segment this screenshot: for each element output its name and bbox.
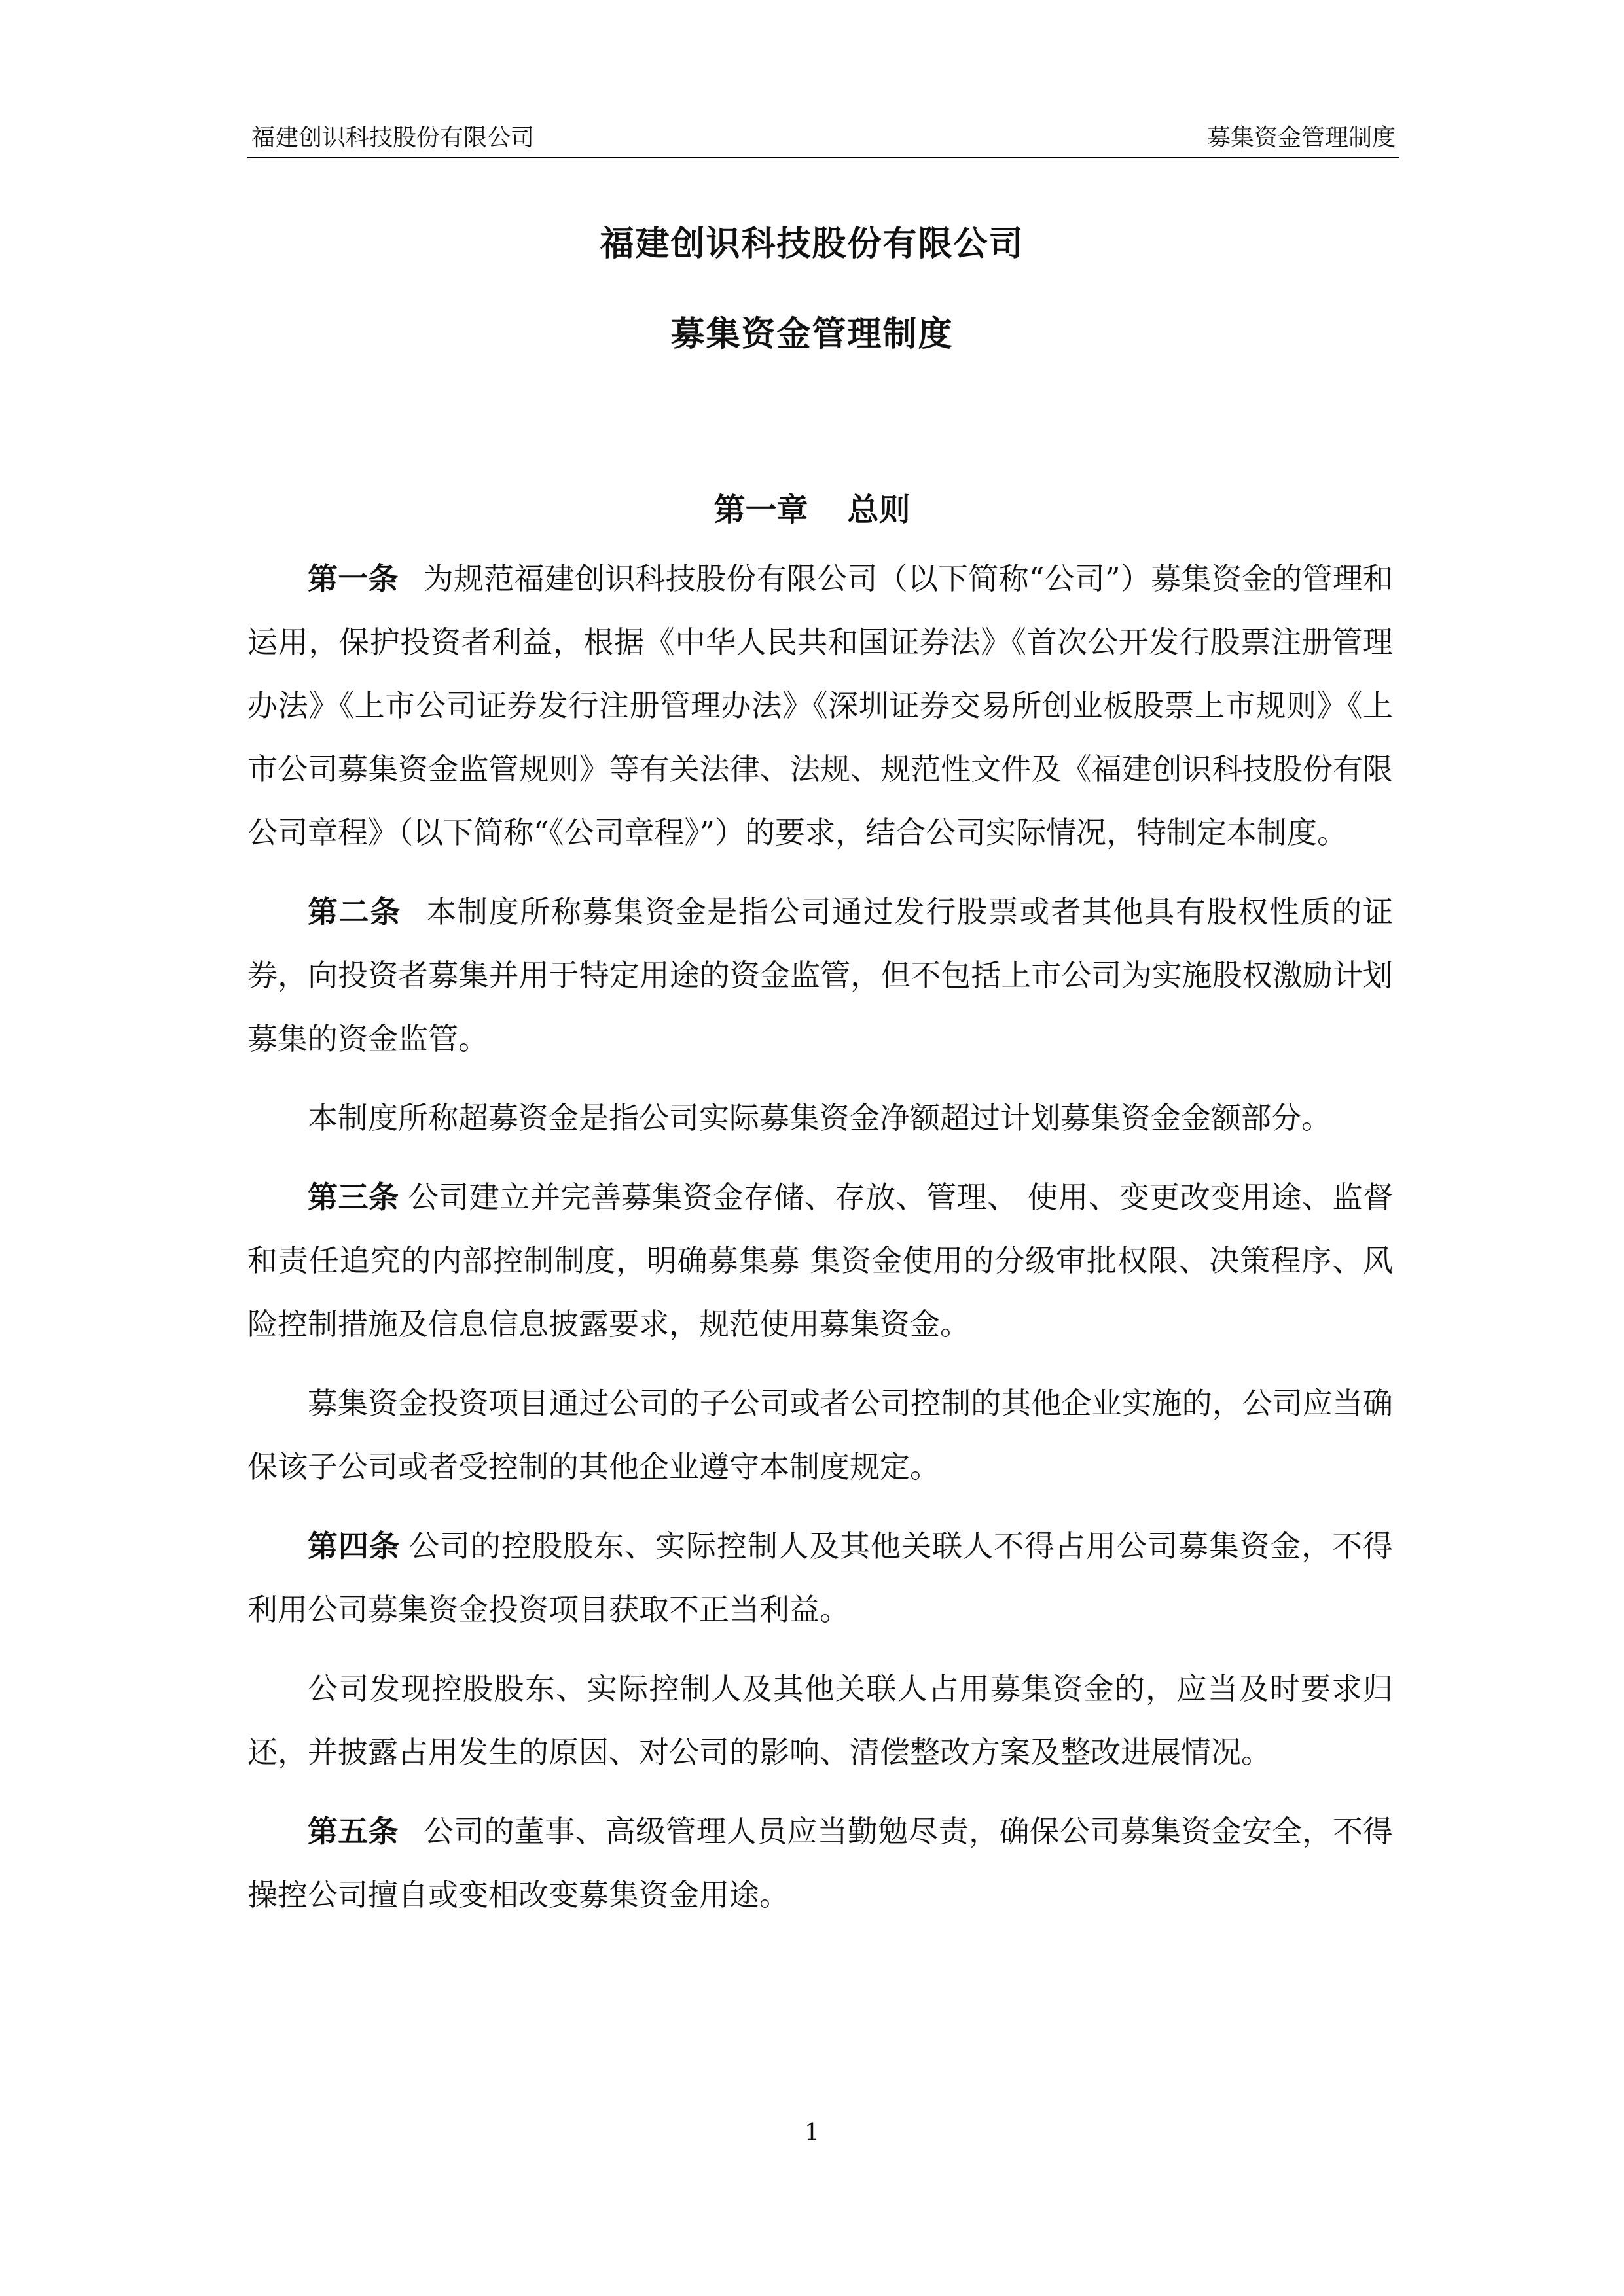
- article-number: 第二条: [308, 894, 402, 929]
- paragraph-text: 为规范福建创识科技股份有限公司（以下简称“公司”）募集资金的管理和运用，保护投资者利益，根据《中华人民共和国证券法》《首次公开发行股票注册管理办法》《上市公司证券发行注册管理办法》《深圳证券交易所创业板股票上市规则》《上市公司募集资金监管规则》等有关法律、法规、规范性文件及《福建创识科技股份有限公司章程》（以下简称“《公司章程》”）的要求，结合公司实际情况，特制定本制度。: [247, 561, 1394, 850]
- paragraph-text: 本制度所称募集资金是指公司通过发行股票或者其他具有股权性质的证券，向投资者募集并用于特定用途的资金监管，但不包括上市公司为实施股权激励计划募集的资金监管。: [247, 894, 1394, 1056]
- article-paragraph: [247, 1515, 1393, 1641]
- article-paragraph: [247, 1800, 1393, 1927]
- article-number: 第五条: [308, 1814, 399, 1849]
- article-paragraph: [247, 880, 1393, 1071]
- article-paragraph: [247, 1166, 1393, 1356]
- paragraph-text: 募集资金投资项目通过公司的子公司或者公司控制的其他企业实施的，公司应当确保该子公司或者受控制的其他企业遵守本制度规定。: [247, 1386, 1393, 1484]
- paragraph-text: 公司的董事、高级管理人员应当勤勉尽责，确保公司募集资金安全，不得操控公司擅自或变相改变募集资金用途。: [247, 1814, 1394, 1912]
- header-company-name: 福建创识科技股份有限公司: [251, 124, 535, 151]
- paragraph-text: 公司建立并完善募集资金存储、存放、管理、 使用、变更改变用途、监督和责任追究的内部控制制度，明确募集募 集资金使用的分级审批权限、决策程序、风险控制措施及信息信息披露要求，规范使用募集资金。: [247, 1179, 1394, 1342]
- body-paragraph: [247, 1372, 1393, 1499]
- article-number: 第三条: [308, 1179, 399, 1215]
- chapter-number: 第一章: [713, 492, 808, 528]
- article-number: 第一条: [308, 561, 399, 596]
- article-paragraph: [247, 547, 1393, 865]
- document-title-company: 福建创识科技股份有限公司: [600, 224, 1024, 264]
- chapter-name: 总则: [847, 492, 911, 528]
- document-title-regulation: 募集资金管理制度: [670, 314, 954, 354]
- body-paragraph: [247, 1657, 1393, 1784]
- paragraph-text: 公司的控股股东、实际控制人及其他关联人不得占用公司募集资金，不得利用公司募集资金投资项目获取不正当利益。: [247, 1528, 1393, 1627]
- paragraph-text: 公司发现控股股东、实际控制人及其他关联人占用募集资金的，应当及时要求归还，并披露占用发生的原因、对公司的影响、清偿整改方案及整改进展情况。: [247, 1671, 1393, 1770]
- paragraph-text: 本制度所称超募资金是指公司实际募集资金净额超过计划募集资金金额部分。: [308, 1100, 1331, 1136]
- article-number: 第四条: [308, 1528, 400, 1564]
- chapter-heading: [0, 484, 1624, 529]
- page-header: [247, 117, 1399, 158]
- header-document-name: 募集资金管理制度: [1206, 124, 1396, 151]
- document-body: [247, 547, 1393, 1943]
- page-number: 1: [804, 2119, 820, 2146]
- body-paragraph: [247, 1086, 1393, 1150]
